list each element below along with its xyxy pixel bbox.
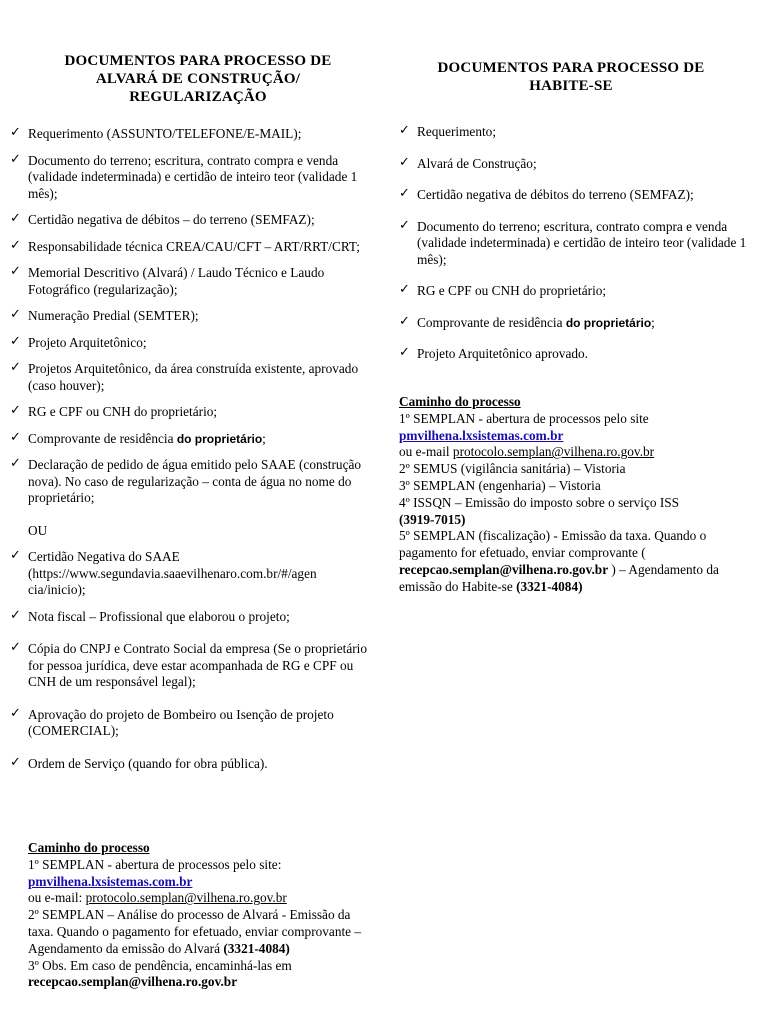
checkmark-icon: ✓ xyxy=(10,237,21,253)
email-address: recepcao.semplan@vilhena.ro.gov.br xyxy=(399,561,609,577)
checkmark-icon: ✓ xyxy=(10,456,21,471)
checkmark-icon: ✓ xyxy=(10,264,21,279)
phone-number: (3321-4084) xyxy=(223,940,290,956)
checkmark-icon: ✓ xyxy=(10,211,21,226)
list-item: ✓ Nota fiscal – Profissional que elaborou o projeto; xyxy=(10,607,290,624)
checkmark-icon: ✓ xyxy=(10,403,21,418)
checkmark-icon: ✓ xyxy=(10,705,21,721)
list-item: ✓ Numeração Predial (SEMTER); xyxy=(10,307,199,323)
checkmark-icon: ✓ xyxy=(10,151,21,167)
list-item: ✓ Alvará de Construção; xyxy=(399,154,537,171)
left-process-path: Caminho do processo 1º SEMPLAN - abertura de processos pelo site: pmvilhena.lxsistemas.com.br ou e-mail: protocolo.semplan@vilhena.ro.gov.br 2º SEMPLAN – Análise do processo de Alvará - Emissão da taxa. Quando o pagamento for efetuado, enviar comprovante – Agendamento da emissão do Alvará (3321-4084) 3º Obs. Em caso de pendência, encaminhá-las em recepcao.semplan@vilhena.ro.gov.br xyxy=(28,840,378,991)
checkmark-icon: ✓ xyxy=(399,345,410,360)
list-item: ✓ Certidão negativa de débitos – do terreno (SEMFAZ); xyxy=(10,211,315,227)
left-title xyxy=(10,52,386,106)
left-title-line: ALVARÁ DE CONSTRUÇÃO/ xyxy=(95,71,301,87)
process-path-heading: Caminho do processo xyxy=(399,394,521,409)
site-link[interactable]: pmvilhena.lxsistemas.com.br xyxy=(28,873,193,889)
right-document-list xyxy=(399,124,761,378)
phone-number: (3919-7015) xyxy=(399,511,466,527)
checkmark-icon: ✓ xyxy=(10,307,21,322)
right-title-line: HABITE-SE xyxy=(529,78,613,94)
list-item: ✓ Comprovante de residência do proprietário; xyxy=(10,429,266,446)
checkmark-icon: ✓ xyxy=(399,217,410,233)
list-item: ✓ Projeto Arquitetônico; xyxy=(10,333,147,350)
checkmark-icon: ✓ xyxy=(10,360,21,375)
checkmark-icon: ✓ xyxy=(10,548,21,563)
phone-number: (3321-4084) xyxy=(516,578,583,594)
left-document-list xyxy=(10,126,376,782)
checkmark-icon: ✓ xyxy=(10,429,21,445)
list-item: ✓ Aprovação do projeto de Bombeiro ou Isenção de projeto (COMERCIAL); xyxy=(10,705,334,738)
list-item: ✓ Cópia do CNPJ e Contrato Social da empresa (Se o proprietário for pessoa jurídica, deve estar acompanhada de RG e CPF ou CNH de um responsável legal); xyxy=(10,640,367,689)
checkmark-icon: ✓ xyxy=(399,186,410,201)
site-link[interactable]: pmvilhena.lxsistemas.com.br xyxy=(399,427,564,443)
or-separator: OU xyxy=(28,522,48,538)
checkmark-icon: ✓ xyxy=(399,282,410,297)
list-item: ✓ Requerimento (ASSUNTO/TELEFONE/E-MAIL); xyxy=(10,125,302,141)
process-path-heading: Caminho do processo xyxy=(28,840,150,855)
right-title-line: DOCUMENTOS PARA PROCESSO DE xyxy=(437,60,705,76)
list-item: ✓ Memorial Descritivo (Alvará) / Laudo Técnico e Laudo Fotográfico (regularização); xyxy=(10,264,325,297)
list-item: ✓ Documento do terreno; escritura, contrato compra e venda (validade indeterminada) e certidão de inteiro teor (validade 1 mês); xyxy=(10,151,358,201)
list-item: ✓ Responsabilidade técnica CREA/CAU/CFT – ART/RRT/CRT; xyxy=(10,237,360,254)
list-item: ✓ RG e CPF ou CNH do proprietário; xyxy=(399,282,607,298)
left-title-line: REGULARIZAÇÃO xyxy=(129,89,267,105)
checkmark-icon: ✓ xyxy=(399,154,410,170)
checkmark-icon: ✓ xyxy=(399,123,410,138)
checkmark-icon: ✓ xyxy=(10,640,21,655)
checkmark-icon: ✓ xyxy=(10,333,21,349)
checkmark-icon: ✓ xyxy=(10,607,21,623)
list-item: ✓ Documento do terreno; escritura, contrato compra e venda (validade indeterminada) e certidão de inteiro teor (validade 1 mês); xyxy=(399,217,747,267)
email-link[interactable]: protocolo.semplan@vilhena.ro.gov.br xyxy=(452,444,655,460)
list-item: ✓ Projeto Arquitetônico aprovado. xyxy=(399,345,588,361)
right-process-path: Caminho do processo 1º SEMPLAN - abertura de processos pelo site pmvilhena.lxsistemas.com.br ou e-mail protocolo.semplan@vilhena.ro.gov.br 2º SEMUS (vigilância sanitária) – Vistoria 3º SEMPLAN (engenharia) – Vistoria 4º ISSQN – Emissão do imposto sobre o serviço ISS (3919-7015) 5º SEMPLAN (fiscalização) - Emissão da taxa. Quando o pagamento for efetuado, enviar comprovante ( recepcao.semplan@vilhena.ro.gov.br ) – Agendamento da emissão do Habite-se (3321-4084) xyxy=(399,394,761,596)
list-item: ✓ Declaração de pedido de água emitido pelo SAAE (construção nova). No caso de regularização – conta de água no nome do proprietário; OU xyxy=(10,457,376,539)
checkmark-icon: ✓ xyxy=(10,125,21,140)
list-item: ✓ Requerimento; xyxy=(399,123,497,139)
email-address: recepcao.semplan@vilhena.ro.gov.br xyxy=(28,974,238,990)
checkmark-icon: ✓ xyxy=(399,313,410,329)
email-link[interactable]: protocolo.semplan@vilhena.ro.gov.br xyxy=(85,890,287,906)
list-item: ✓ RG e CPF ou CNH do proprietário; xyxy=(10,403,218,419)
list-item: ✓ Certidão Negativa do SAAE (https://www.segundavia.saaevilhenaro.com.br/#/agen cia/inicio); xyxy=(10,548,317,597)
list-item: ✓ Projetos Arquitetônico, da área construída existente, aprovado (caso houver); xyxy=(10,360,359,393)
left-title-line: DOCUMENTOS PARA PROCESSO DE xyxy=(64,53,332,69)
list-item: ✓ Comprovante de residência do proprietário; xyxy=(399,313,655,330)
right-title xyxy=(390,59,752,95)
list-item: ✓ Ordem de Serviço (quando for obra pública). xyxy=(10,754,268,771)
checkmark-icon: ✓ xyxy=(10,754,21,770)
list-item: ✓ Certidão negativa de débitos do terreno (SEMFAZ); xyxy=(399,186,694,202)
